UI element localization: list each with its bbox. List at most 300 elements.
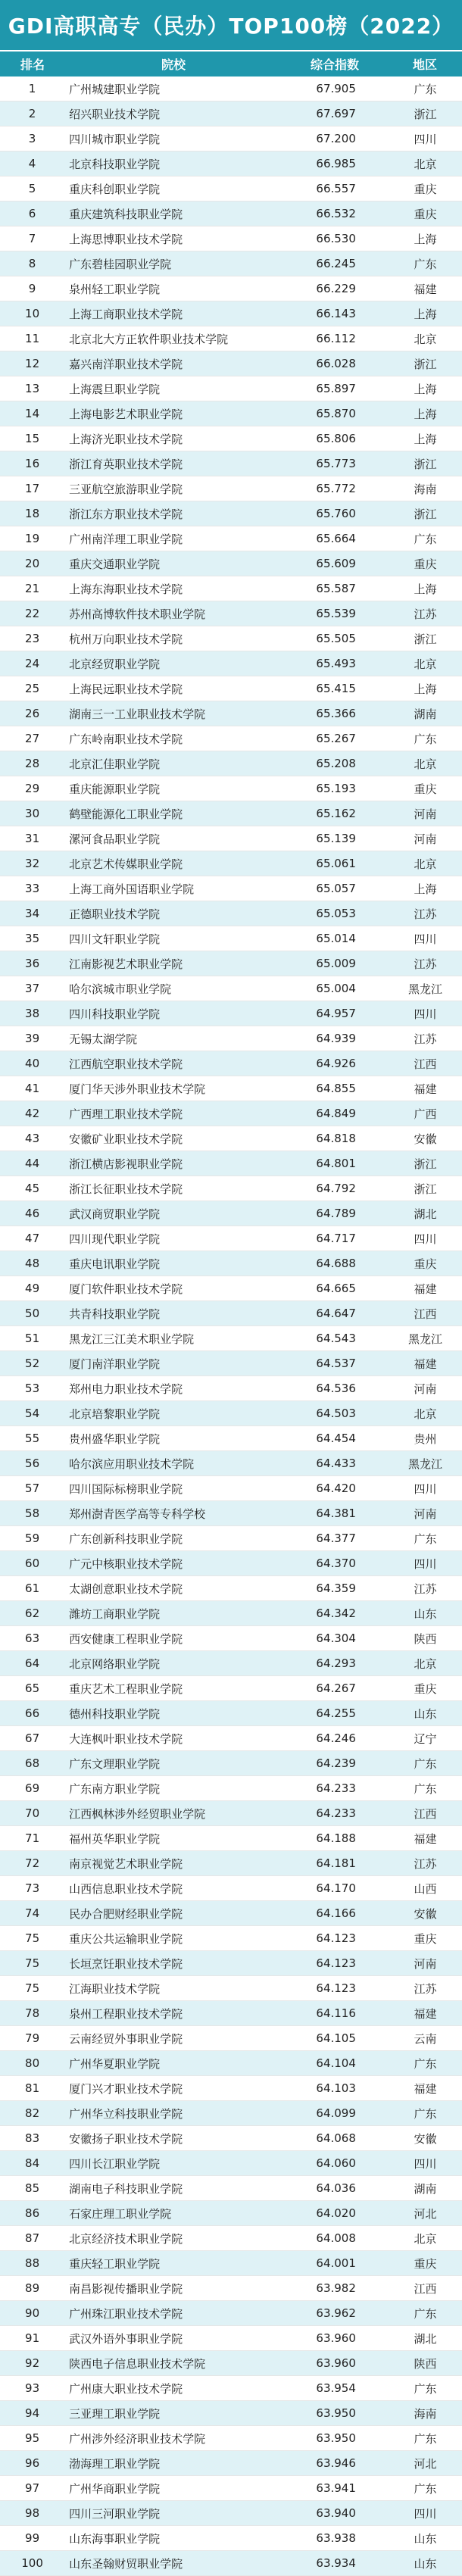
cell-score: 63.960	[316, 2331, 356, 2345]
cell-name: 哈尔滨城市职业学院	[69, 982, 172, 996]
cell-rank: 11	[25, 332, 40, 345]
cell-score: 65.014	[316, 932, 356, 945]
cell-name: 广东创新科技职业学院	[69, 1532, 183, 1546]
table-row	[0, 2326, 462, 2351]
cell-score: 63.950	[316, 2431, 356, 2445]
cell-name: 北京科技职业学院	[69, 157, 161, 171]
cell-rank: 85	[25, 2181, 40, 2195]
cell-score: 65.587	[316, 582, 356, 595]
cell-rank: 97	[25, 2481, 40, 2495]
cell-name: 上海工商职业技术学院	[69, 307, 183, 321]
cell-name: 北京经济技术职业学院	[69, 2231, 183, 2246]
cell-rank: 72	[25, 1856, 40, 1870]
cell-score: 65.193	[316, 782, 356, 795]
cell-region: 广东	[414, 1532, 437, 1546]
cell-region: 北京	[414, 857, 437, 871]
cell-rank: 52	[25, 1357, 40, 1370]
cell-score: 66.557	[316, 182, 356, 195]
cell-region: 浙江	[414, 107, 437, 121]
cell-score: 64.036	[316, 2181, 356, 2195]
cell-name: 安徽矿业职业技术学院	[69, 1132, 183, 1146]
table-row	[0, 1576, 462, 1601]
cell-region: 河南	[414, 1382, 437, 1396]
cell-score: 63.934	[316, 2556, 356, 2570]
cell-rank: 75	[25, 1931, 40, 1945]
cell-rank: 64	[25, 1656, 40, 1670]
cell-region: 福建	[414, 1082, 437, 1096]
table-row	[0, 2451, 462, 2476]
table-row	[0, 2301, 462, 2326]
cell-region: 上海	[414, 432, 437, 446]
table-row	[0, 951, 462, 976]
cell-region: 四川	[414, 932, 437, 946]
cell-name: 黑龙江三江美术职业学院	[69, 1332, 195, 1346]
cell-rank: 94	[25, 2406, 40, 2420]
cell-score: 65.057	[316, 882, 356, 895]
cell-name: 大连枫叶职业技术学院	[69, 1731, 183, 1746]
cell-score: 64.123	[316, 1931, 356, 1945]
cell-name: 潍坊工商职业学院	[69, 1606, 161, 1621]
cell-rank: 87	[25, 2231, 40, 2245]
cell-score: 64.166	[316, 1906, 356, 1920]
cell-name: 四川长江职业学院	[69, 2156, 161, 2171]
table-row	[0, 176, 462, 201]
cell-rank: 96	[25, 2456, 40, 2470]
cell-region: 黑龙江	[407, 1457, 442, 1471]
cell-score: 65.004	[316, 982, 356, 995]
cell-rank: 3	[28, 132, 36, 145]
cell-score: 65.061	[316, 857, 356, 870]
cell-name: 浙江东方职业技术学院	[69, 507, 183, 521]
cell-rank: 41	[25, 1082, 40, 1095]
cell-rank: 57	[25, 1482, 40, 1495]
cell-region: 广东	[414, 2106, 437, 2121]
cell-score: 63.962	[316, 2306, 356, 2320]
table-row	[0, 1076, 462, 1101]
cell-region: 广东	[414, 2056, 437, 2071]
cell-rank: 47	[25, 1232, 40, 1245]
table-row	[0, 2201, 462, 2226]
table-row	[0, 976, 462, 1001]
cell-name: 无锡太湖学院	[69, 1032, 138, 1046]
cell-region: 重庆	[414, 1257, 437, 1271]
cell-name: 绍兴职业技术学院	[69, 107, 161, 121]
cell-name: 厦门华天涉外职业技术学院	[69, 1082, 206, 1096]
cell-name: 三亚理工职业学院	[69, 2406, 161, 2421]
header-score: 综合指数	[310, 58, 359, 72]
cell-score: 64.420	[316, 1482, 356, 1495]
cell-rank: 75	[25, 1956, 40, 1970]
cell-rank: 82	[25, 2106, 40, 2120]
cell-score: 64.304	[316, 1631, 356, 1645]
cell-rank: 86	[25, 2206, 40, 2220]
cell-name: 嘉兴南洋职业技术学院	[69, 357, 183, 371]
cell-name: 广州华立科技职业学院	[69, 2106, 183, 2121]
page-title: GDI高职高专（民办）TOP100榜（2022）	[0, 0, 462, 50]
table-row	[0, 651, 462, 676]
cell-score: 66.028	[316, 357, 356, 370]
cell-rank: 32	[25, 857, 40, 870]
table-header	[0, 50, 462, 76]
cell-rank: 58	[25, 1507, 40, 1520]
cell-rank: 25	[25, 682, 40, 695]
cell-score: 64.688	[316, 1257, 356, 1270]
cell-score: 64.537	[316, 1357, 356, 1370]
table-row	[0, 1201, 462, 1226]
table-row	[0, 1751, 462, 1776]
table-row	[0, 326, 462, 351]
cell-score: 67.697	[316, 107, 356, 120]
cell-rank: 19	[25, 532, 40, 545]
cell-region: 四川	[414, 1482, 437, 1496]
cell-rank: 79	[25, 2031, 40, 2045]
table-body	[0, 76, 462, 2576]
cell-score: 64.957	[316, 1007, 356, 1020]
cell-score: 65.208	[316, 757, 356, 770]
cell-region: 山西	[414, 1881, 437, 1896]
table-row	[0, 551, 462, 576]
cell-region: 河南	[414, 807, 437, 821]
cell-rank: 42	[25, 1107, 40, 1120]
cell-region: 上海	[414, 232, 437, 246]
cell-rank: 92	[25, 2356, 40, 2370]
cell-region: 江西	[414, 2281, 437, 2296]
cell-name: 四川文轩职业学院	[69, 932, 161, 946]
table-row	[0, 2401, 462, 2426]
cell-name: 浙江长征职业技术学院	[69, 1182, 183, 1196]
cell-score: 64.789	[316, 1207, 356, 1220]
table-row	[0, 1701, 462, 1726]
cell-rank: 6	[28, 207, 36, 220]
cell-rank: 67	[25, 1731, 40, 1745]
cell-region: 北京	[414, 332, 437, 346]
cell-name: 泉州轻工职业学院	[69, 282, 161, 296]
table-row	[0, 451, 462, 476]
cell-rank: 95	[25, 2431, 40, 2445]
cell-name: 北京经贸职业学院	[69, 657, 161, 671]
table-row	[0, 1651, 462, 1676]
cell-name: 贵州盛华职业学院	[69, 1432, 161, 1446]
cell-rank: 16	[25, 457, 40, 470]
cell-region: 北京	[414, 2231, 437, 2246]
table-row	[0, 1501, 462, 1526]
cell-score: 63.954	[316, 2381, 356, 2395]
cell-region: 上海	[414, 582, 437, 596]
cell-score: 65.609	[316, 557, 356, 570]
cell-score: 64.104	[316, 2056, 356, 2070]
table-row	[0, 1051, 462, 1076]
cell-score: 64.717	[316, 1232, 356, 1245]
cell-rank: 8	[28, 257, 36, 270]
table-row	[0, 926, 462, 951]
cell-score: 64.246	[316, 1731, 356, 1745]
cell-name: 北京培黎职业学院	[69, 1407, 161, 1421]
cell-region: 江苏	[414, 1582, 437, 1596]
cell-name: 北京汇佳职业学院	[69, 757, 161, 771]
cell-rank: 78	[25, 2006, 40, 2020]
cell-region: 上海	[414, 882, 437, 896]
table-row	[0, 301, 462, 326]
cell-name: 上海电影艺术职业学院	[69, 407, 183, 421]
cell-name: 厦门软件职业技术学院	[69, 1282, 183, 1296]
cell-region: 浙江	[414, 632, 437, 646]
cell-score: 64.105	[316, 2031, 356, 2045]
cell-region: 广东	[414, 1781, 437, 1796]
cell-region: 广东	[414, 257, 437, 271]
table-row	[0, 1901, 462, 1926]
cell-score: 64.536	[316, 1382, 356, 1395]
cell-region: 海南	[414, 482, 437, 496]
cell-name: 苏州高博软件技术职业学院	[69, 607, 206, 621]
table-row	[0, 851, 462, 876]
cell-rank: 21	[25, 582, 40, 595]
cell-rank: 7	[28, 232, 36, 245]
cell-name: 石家庄理工职业学院	[69, 2206, 172, 2221]
cell-name: 重庆科创职业学院	[69, 182, 161, 196]
table-row	[0, 1726, 462, 1751]
table-row	[0, 1351, 462, 1376]
cell-score: 64.818	[316, 1132, 356, 1145]
cell-name: 福州英华职业学院	[69, 1831, 161, 1846]
table-row	[0, 1176, 462, 1201]
cell-rank: 34	[25, 907, 40, 920]
cell-rank: 59	[25, 1532, 40, 1545]
cell-score: 63.950	[316, 2406, 356, 2420]
cell-rank: 53	[25, 1382, 40, 1395]
cell-region: 广东	[414, 2381, 437, 2396]
cell-name: 上海东海职业技术学院	[69, 582, 183, 596]
cell-score: 63.982	[316, 2281, 356, 2295]
cell-score: 64.239	[316, 1756, 356, 1770]
cell-score: 64.370	[316, 1557, 356, 1570]
cell-region: 安徽	[414, 1132, 437, 1146]
cell-region: 湖南	[414, 707, 437, 721]
cell-region: 湖南	[414, 2181, 437, 2196]
table-row	[0, 2476, 462, 2501]
cell-score: 64.647	[316, 1307, 356, 1320]
cell-name: 厦门兴才职业技术学院	[69, 2081, 183, 2096]
cell-score: 65.773	[316, 457, 356, 470]
cell-rank: 31	[25, 832, 40, 845]
table-row	[0, 2426, 462, 2451]
cell-score: 64.181	[316, 1856, 356, 1870]
cell-name: 南昌影视传播职业学院	[69, 2281, 183, 2296]
cell-score: 64.665	[316, 1282, 356, 1295]
table-row	[0, 126, 462, 151]
table-row	[0, 601, 462, 626]
cell-rank: 4	[28, 157, 36, 170]
cell-score: 64.233	[316, 1806, 356, 1820]
cell-region: 山东	[414, 1606, 437, 1621]
cell-region: 江苏	[414, 607, 437, 621]
cell-score: 66.245	[316, 257, 356, 270]
cell-region: 福建	[414, 2081, 437, 2096]
cell-name: 浙江横店影视职业学院	[69, 1157, 183, 1171]
cell-rank: 51	[25, 1332, 40, 1345]
cell-name: 湖南三一工业职业技术学院	[69, 707, 206, 721]
cell-rank: 36	[25, 957, 40, 970]
cell-score: 63.941	[316, 2481, 356, 2495]
cell-rank: 84	[25, 2156, 40, 2170]
cell-region: 广东	[414, 2306, 437, 2321]
table-row	[0, 1401, 462, 1426]
cell-score: 65.366	[316, 707, 356, 720]
cell-name: 漯河食品职业学院	[69, 832, 161, 846]
cell-score: 64.849	[316, 1107, 356, 1120]
cell-region: 浙江	[414, 1182, 437, 1196]
cell-region: 湖北	[414, 1207, 437, 1221]
cell-name: 太湖创意职业技术学院	[69, 1582, 183, 1596]
cell-rank: 70	[25, 1806, 40, 1820]
cell-score: 64.099	[316, 2106, 356, 2120]
cell-name: 山东海事职业学院	[69, 2531, 161, 2546]
header-region: 地区	[412, 58, 437, 72]
table-row	[0, 401, 462, 426]
table-row	[0, 1476, 462, 1501]
table-row	[0, 2226, 462, 2251]
cell-name: 陕西电子信息职业技术学院	[69, 2356, 206, 2371]
cell-rank: 46	[25, 1207, 40, 1220]
cell-score: 64.543	[316, 1332, 356, 1345]
cell-region: 山东	[414, 1706, 437, 1721]
cell-name: 重庆电讯职业学院	[69, 1257, 161, 1271]
table-row	[0, 1601, 462, 1626]
cell-score: 66.143	[316, 307, 356, 320]
table-row	[0, 1126, 462, 1151]
cell-region: 江西	[414, 1057, 437, 1071]
cell-rank: 93	[25, 2381, 40, 2395]
table-row	[0, 351, 462, 376]
cell-region: 江苏	[414, 1032, 437, 1046]
cell-rank: 33	[25, 882, 40, 895]
cell-rank: 98	[25, 2506, 40, 2520]
cell-name: 鹤壁能源化工职业学院	[69, 807, 183, 821]
cell-rank: 24	[25, 657, 40, 670]
cell-score: 65.493	[316, 657, 356, 670]
cell-score: 66.532	[316, 207, 356, 220]
cell-rank: 81	[25, 2081, 40, 2095]
cell-rank: 100	[21, 2556, 43, 2570]
cell-rank: 69	[25, 1781, 40, 1795]
cell-region: 浙江	[414, 507, 437, 521]
cell-score: 64.103	[316, 2081, 356, 2095]
cell-score: 64.008	[316, 2231, 356, 2245]
cell-score: 64.381	[316, 1507, 356, 1520]
cell-region: 海南	[414, 2406, 437, 2421]
cell-rank: 68	[25, 1756, 40, 1770]
table-row	[0, 2151, 462, 2176]
cell-region: 北京	[414, 1656, 437, 1671]
cell-name: 广东岭南职业技术学院	[69, 732, 183, 746]
cell-name: 江西枫林涉外经贸职业学院	[69, 1806, 206, 1821]
cell-region: 浙江	[414, 357, 437, 371]
cell-score: 67.905	[316, 82, 356, 95]
cell-score: 65.162	[316, 807, 356, 820]
table-row	[0, 2251, 462, 2276]
cell-name: 四川现代职业学院	[69, 1232, 161, 1246]
cell-region: 广西	[414, 1107, 437, 1121]
cell-score: 64.454	[316, 1432, 356, 1445]
table-row	[0, 226, 462, 251]
cell-rank: 39	[25, 1032, 40, 1045]
table-row	[0, 1301, 462, 1326]
cell-region: 福建	[414, 1831, 437, 1846]
cell-region: 上海	[414, 407, 437, 421]
cell-rank: 30	[25, 807, 40, 820]
cell-rank: 89	[25, 2281, 40, 2295]
cell-region: 四川	[414, 132, 437, 146]
table-row	[0, 1976, 462, 2001]
table-row	[0, 151, 462, 176]
table-row	[0, 501, 462, 526]
cell-rank: 50	[25, 1307, 40, 1320]
cell-region: 上海	[414, 682, 437, 696]
cell-name: 正德职业技术学院	[69, 907, 161, 921]
cell-name: 湖南电子科技职业学院	[69, 2181, 183, 2196]
cell-region: 四川	[414, 1007, 437, 1021]
cell-score: 64.293	[316, 1656, 356, 1670]
cell-score: 64.792	[316, 1182, 356, 1195]
table-row	[0, 1876, 462, 1901]
cell-name: 西安健康工程职业学院	[69, 1631, 183, 1646]
cell-name: 四川三河职业学院	[69, 2506, 161, 2521]
cell-score: 65.539	[316, 607, 356, 620]
cell-name: 北京网络职业学院	[69, 1656, 161, 1671]
cell-rank: 45	[25, 1182, 40, 1195]
cell-region: 江西	[414, 1806, 437, 1821]
cell-score: 64.116	[316, 2006, 356, 2020]
table-row	[0, 1626, 462, 1651]
cell-rank: 29	[25, 782, 40, 795]
cell-rank: 28	[25, 757, 40, 770]
table-row	[0, 2126, 462, 2151]
cell-region: 福建	[414, 2006, 437, 2021]
cell-name: 上海民远职业技术学院	[69, 682, 183, 696]
cell-score: 64.068	[316, 2131, 356, 2145]
cell-rank: 91	[25, 2331, 40, 2345]
table-row	[0, 2051, 462, 2076]
cell-region: 浙江	[414, 457, 437, 471]
cell-rank: 1	[28, 82, 36, 95]
cell-rank: 13	[25, 382, 40, 395]
cell-name: 广东碧桂园职业学院	[69, 257, 172, 271]
table-row	[0, 876, 462, 901]
cell-rank: 15	[25, 432, 40, 445]
cell-name: 山东圣翰财贸职业学院	[69, 2556, 183, 2571]
cell-score: 65.897	[316, 382, 356, 395]
cell-score: 65.664	[316, 532, 356, 545]
cell-name: 民办合肥财经职业学院	[69, 1906, 183, 1921]
table-row	[0, 1676, 462, 1701]
cell-name: 武汉外语外事职业学院	[69, 2331, 183, 2346]
table-row	[0, 1026, 462, 1051]
cell-score: 64.267	[316, 1681, 356, 1695]
table-row	[0, 2351, 462, 2376]
cell-region: 河北	[414, 2206, 437, 2221]
cell-name: 云南经贸外事职业学院	[69, 2031, 183, 2046]
table-row	[0, 2551, 462, 2576]
cell-name: 上海思博职业技术学院	[69, 232, 183, 246]
cell-score: 64.001	[316, 2256, 356, 2270]
cell-region: 辽宁	[414, 1731, 437, 1746]
cell-region: 北京	[414, 757, 437, 771]
cell-region: 重庆	[414, 1931, 437, 1946]
cell-score: 64.855	[316, 1082, 356, 1095]
table-row	[0, 2001, 462, 2026]
cell-score: 65.415	[316, 682, 356, 695]
cell-region: 福建	[414, 1282, 437, 1296]
cell-name: 重庆轻工职业学院	[69, 2256, 161, 2271]
